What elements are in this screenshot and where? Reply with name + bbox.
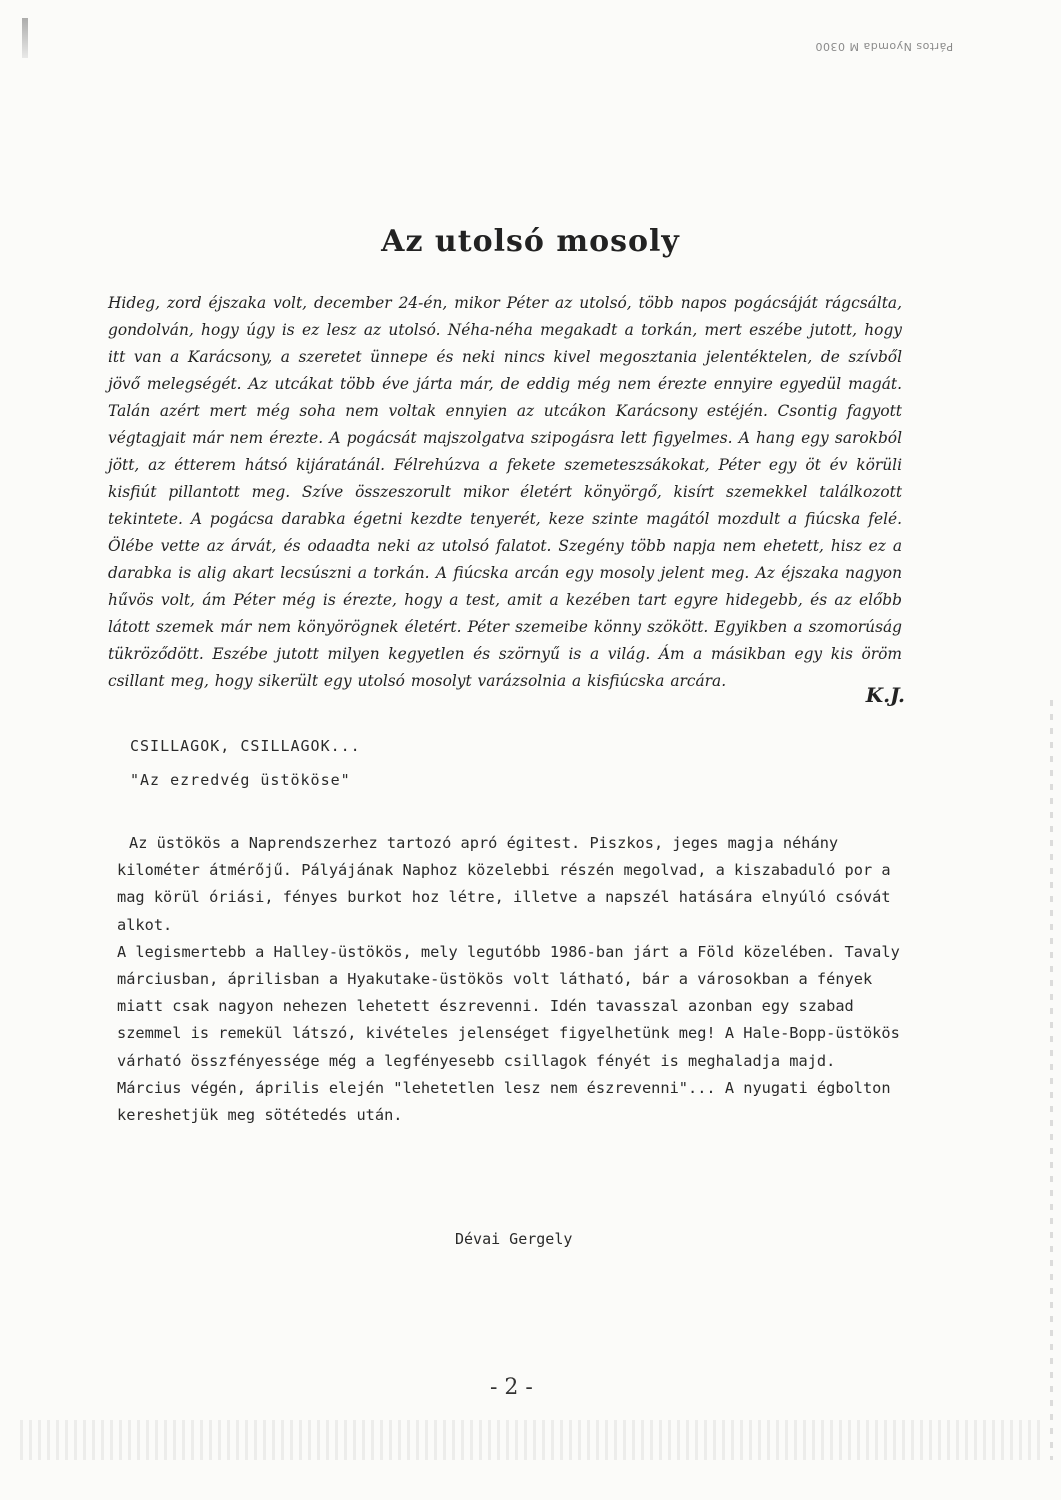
scan-bottom-noise: [20, 1420, 1041, 1460]
scan-edge-mark: [22, 18, 28, 58]
article-subheading: "Az ezredvég üstököse": [130, 771, 351, 789]
printer-stamp: Pártos Nyomda M 0300: [814, 40, 953, 53]
story-body: Hideg, zord éjszaka volt, december 24-én, mikor Péter az utolsó, több napos pogácsáját rágcsálta, gondolván, hogy úgy is ez lesz az utolsó. Néha-néha megakadt a torkán, mert eszébe jutott, hogy itt van a Karácsony, a szeretet ünnepe és neki nincs kivel megosztania jelentéktelen, de szívből jövő melegségét. Az utcákat több éve járta már, de eddig még nem érezte ennyire egyedül magát. Talán azért mert még soha nem voltak ennyien az utcákon Karácsony estéjén. Csontig fagyott végtagjait már nem érezte. A pogácsát majszolgatva szipogásra lett figyelmes. A hang egy sarokból jött, az étterem hátsó kijáratánál. Félrehúzva a fekete szemeteszsákokat, Péter egy öt év körüli kisfiút pillantott meg. Szíve összeszorult mikor életért könyörgő, kisírt szemekkel találkozott tekintete. A pogácsa darabka égetni kezdte tenyerét, keze szinte magától mozdult a fiúcska felé. Ölébe vette az árvát, és odaadta neki az utolsó falatot. Szegény több napja nem ehetett, hisz ez a darabka is alig akart lecsúszni a torkán. A fiúcska arcán egy mosoly jelent meg. Az éjszaka nagyon hűvös volt, ám Péter még is érezte, hogy a test, amit a kezében tart egyre hidegebb, és az előbb látott szemek már nem könyörögnek életért. Péter szemeibe könny szökött. Egyikben a szomorúság tükröződött. Eszébe jutott milyen kegyetlen és szörnyű is a világ. Ám a másikban egy kis öröm csillant meg, hogy sikerült egy utolsó mosolyt varázsolnia a kisfiúcska arcára.: [108, 294, 902, 690]
article-signature: Dévai Gergely: [455, 1230, 573, 1248]
article-paragraph: Az üstökös a Naprendszerhez tartozó apró égitest. Piszkos, jeges magja néhány kilométer átmérőjű. Pályájának Naphoz közelebbi részén megolvad, a kiszabaduló por a mag körül óriási, fényes burkot hoz létre, illetve a napszél hatására elnyúló csóvát alkot.: [117, 834, 891, 934]
story-signature: K.J.: [865, 683, 905, 707]
article-paragraph: A legismertebb a Halley-üstökös, mely legutóbb 1986-ban járt a Föld közelében. Tavaly márciusban, áprilisban a Hyakutake-üstökös volt látható, bár a városokban a fények miatt csak nagyon nehezen lehetett észrevenni. Idén tavasszal azonban egy szabad szemmel is remekül látszó, kivételes jelenséget figyelhetünk meg! A Hale-Bopp-üstökös várható összfényessége még a legfényesebb csillagok fényét is meghaladja majd. Március végén, április elején "lehetetlen lesz nem észrevenni"... A nyugati égbolton kereshetjük meg sötétedés után.: [117, 942, 900, 1125]
article-body: [117, 830, 907, 1129]
story-title: Az utolsó mosoly: [381, 224, 680, 259]
scan-edge-mark-right: [1050, 700, 1053, 1460]
page-number: - 2 -: [490, 1375, 533, 1400]
article-heading: CSILLAGOK, CSILLAGOK...: [130, 737, 361, 755]
